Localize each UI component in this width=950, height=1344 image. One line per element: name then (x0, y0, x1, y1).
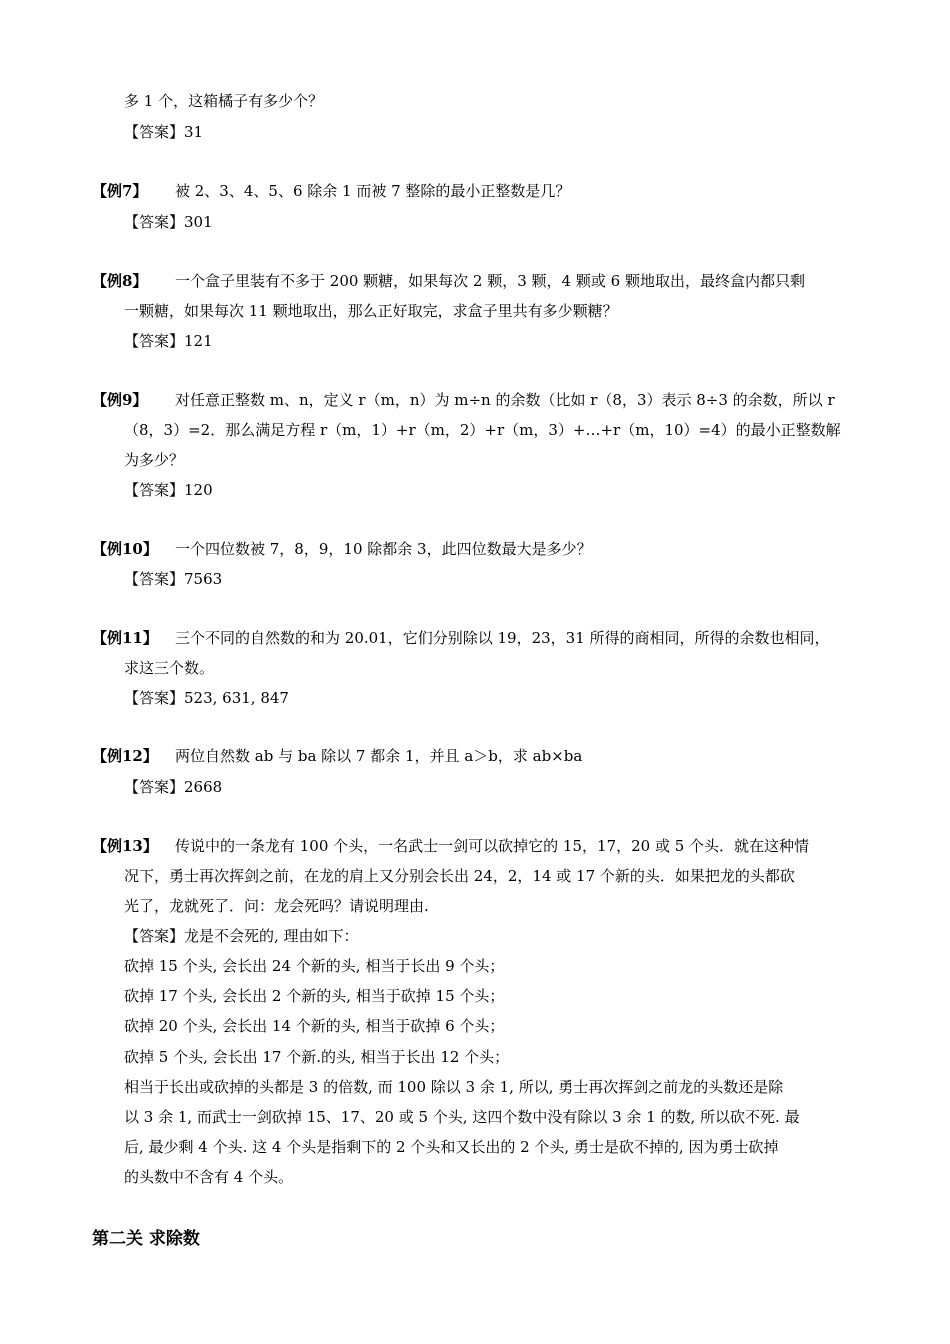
example-label: 【例13】 (92, 837, 158, 855)
solution-line: 的头数中不含有 4 个头。 (124, 1168, 294, 1186)
solution-line: 砍掉 5 个头, 会长出 17 个新.的头, 相当于长出 12 个头； (124, 1048, 510, 1066)
example-question-line: 一个四位数被 7，8，9，10 除都余 3，此四位数最大是多少？ (175, 540, 592, 558)
example-label: 【例7】 (92, 182, 148, 200)
section-heading: 第二关 求除数 (92, 1229, 200, 1249)
example-question-line: 光了，龙就死了．问：龙会死吗？请说明理由. (124, 897, 429, 915)
example-label: 【例12】 (92, 747, 158, 765)
example-question-line: 一颗糖，如果每次 11 颗地取出，那么正好取完，求盒子里共有多少颗糖？ (124, 302, 618, 320)
solution-line: 砍掉 15 个头, 会长出 24 个新的头, 相当于长出 9 个头； (124, 957, 505, 975)
example-answer: 【答案】120 (124, 481, 213, 499)
example-answer: 【答案】523, 631, 847 (124, 689, 289, 707)
solution-line: 相当于长出或砍掉的头都是 3 的倍数, 而 100 除以 3 余 1, 所以, 勇士再次挥剑之前龙的头数还是除 (124, 1078, 784, 1096)
example-answer: 【答案】301 (124, 213, 213, 231)
example-answer: 【答案】121 (124, 332, 213, 350)
example-question-line: 传说中的一条龙有 100 个头，一名武士一剑可以砍掉它的 15，17，20 或 5 个头．就在这种情 (175, 837, 810, 855)
solution-line: 砍掉 20 个头, 会长出 14 个新的头, 相当于砍掉 6 个头； (124, 1017, 505, 1035)
example-label: 【例8】 (92, 272, 148, 290)
example-label: 【例9】 (92, 391, 148, 409)
example-question-line: 况下，勇士再次挥剑之前，在龙的肩上又分别会长出 24，2，14 或 17 个新的头．如果把龙的头都砍 (124, 867, 795, 885)
intro-text-line: 多 1 个，这箱橘子有多少个？ (124, 92, 324, 110)
solution-line: 以 3 余 1, 而武士一剑砍掉 15、17、20 或 5 个头, 这四个数中没有除以 3 余 1 的数, 所以砍不死. 最 (124, 1108, 800, 1126)
example-question-line: 两位自然数 ab 与 ba 除以 7 都余 1，并且 a＞b，求 ab×ba (175, 747, 583, 765)
example-question-line: 为多少？ (124, 451, 185, 469)
example-question-line: 被 2、3、4、5、6 除余 1 而被 7 整除的最小正整数是几？ (175, 182, 571, 200)
example-label: 【例11】 (92, 629, 158, 647)
example-question-line: 求这三个数。 (124, 659, 215, 677)
example-question-line: 一个盒子里装有不多于 200 颗糖，如果每次 2 颗，3 颗，4 颗或 6 颗地取出，最终盒内都只剩 (175, 272, 805, 290)
example-answer: 【答案】2668 (124, 778, 223, 796)
example-question-line: 三个不同的自然数的和为 20.01，它们分别除以 19，23，31 所得的商相同，所得的余数也相同， (175, 629, 830, 647)
solution-line: 砍掉 17 个头, 会长出 2 个新的头, 相当于砍掉 15 个头； (124, 987, 505, 1005)
intro-answer: 【答案】31 (124, 123, 204, 141)
example-question-line: （8，3）=2．那么满足方程 r（m，1）+r（m，2）+r（m，3）+…+r（m，10）=4）的最小正整数解 (124, 421, 841, 439)
example-answer: 【答案】7563 (124, 570, 223, 588)
solution-line: 后, 最少剩 4 个头. 这 4 个头是指剩下的 2 个头和又长出的 2 个头, 勇士是砍不掉的, 因为勇士砍掉 (124, 1138, 779, 1156)
example-label: 【例10】 (92, 540, 158, 558)
example-question-line: 对任意正整数 m、n，定义 r（m，n）为 m÷n 的余数（比如 r（8，3）表示 8÷3 的余数，所以 r (175, 391, 835, 409)
example-answer: 【答案】龙是不会死的, 理由如下： (124, 927, 359, 945)
